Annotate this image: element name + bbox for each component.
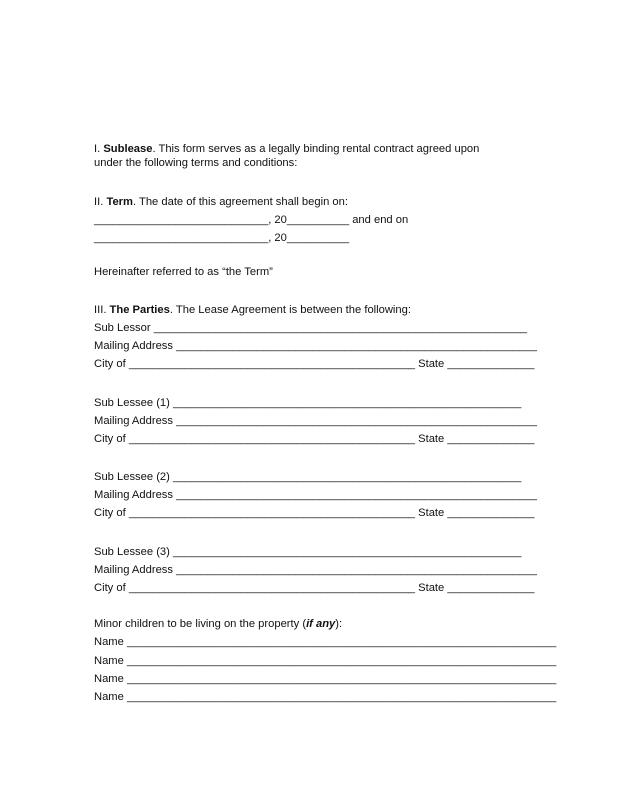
minor-child-name-field[interactable]: Name _____________________________________________________________________ xyxy=(94,636,557,649)
form-content xyxy=(94,143,557,706)
sub-lessee-3-city-state-field[interactable]: City of ______________________________________________ State ______________ xyxy=(94,582,535,594)
sub-lessee-1-block xyxy=(94,394,554,449)
sublease-paragraph-line2: under the following terms and conditions: xyxy=(94,156,298,169)
parties-heading-line xyxy=(94,301,554,319)
section-number: III. xyxy=(94,303,110,316)
section-number: II. xyxy=(94,196,107,208)
sub-lessee-2-city-state-field[interactable]: City of ______________________________________________ State ______________ xyxy=(94,507,535,520)
section-text: . This form serves as a legally binding rental contract agreed upon xyxy=(152,143,480,155)
section-text: . The date of this agreement shall begin on: xyxy=(132,196,348,208)
section-heading: The Parties xyxy=(109,303,170,316)
minor-child-name-field[interactable]: Name _____________________________________________________________________ xyxy=(94,690,557,703)
section-term xyxy=(94,193,554,281)
sub-lessee-3-mailing-field[interactable]: Mailing Address __________________________________________________________ xyxy=(94,563,537,576)
sub-lessee-2-block xyxy=(94,468,554,523)
sub-lessee-1-city-state-field[interactable]: City of ______________________________________________ State ______________ xyxy=(94,432,535,445)
term-start-date-field[interactable]: ____________________________, 20__________ and end on xyxy=(94,214,409,227)
minor-children-intro xyxy=(94,615,554,633)
section-parties xyxy=(94,301,554,597)
minors-intro-text: Minor children to be living on the property ( xyxy=(94,618,307,631)
minors-intro-end: ): xyxy=(335,618,343,631)
section-number: I. xyxy=(94,143,104,155)
sub-lessee-2-name-field[interactable]: Sub Lessee (2) ________________________________________________________ xyxy=(94,471,522,484)
sub-lessee-1-mailing-field[interactable]: Mailing Address __________________________________________________________ xyxy=(94,414,537,427)
section-text: . The Lease Agreement is between the following: xyxy=(169,303,411,316)
sub-lessor-city-state-field[interactable]: City of ______________________________________________ State ______________ xyxy=(94,358,535,371)
section-heading: Term xyxy=(106,196,133,208)
sub-lessor-name-field[interactable]: Sub Lessor ____________________________________________________________ xyxy=(94,321,528,334)
term-end-date-field[interactable]: ____________________________, 20__________ xyxy=(94,232,350,245)
section-minor-children xyxy=(94,615,557,706)
term-hereinafter-text: Hereinafter referred to as “the Term” xyxy=(94,265,273,278)
sub-lessee-2-mailing-field[interactable]: Mailing Address __________________________________________________________ xyxy=(94,489,537,502)
section-sublease xyxy=(94,143,554,170)
term-heading-line xyxy=(94,193,554,211)
minor-child-name-field[interactable]: Name _____________________________________________________________________ xyxy=(94,672,557,685)
sub-lessee-3-block xyxy=(94,543,554,598)
sub-lessee-3-name-field[interactable]: Sub Lessee (3) ________________________________________________________ xyxy=(94,545,522,558)
sub-lessor-mailing-field[interactable]: Mailing Address __________________________________________________________ xyxy=(94,340,537,353)
sub-lessee-1-name-field[interactable]: Sub Lessee (1) ________________________________________________________ xyxy=(94,396,522,409)
section-heading: Sublease xyxy=(103,143,153,155)
sub-lessor-block xyxy=(94,319,554,374)
minors-emphasis-text: if any xyxy=(306,618,336,631)
sublease-paragraph-line1 xyxy=(94,143,554,157)
minor-child-name-field[interactable]: Name _____________________________________________________________________ xyxy=(94,654,557,667)
